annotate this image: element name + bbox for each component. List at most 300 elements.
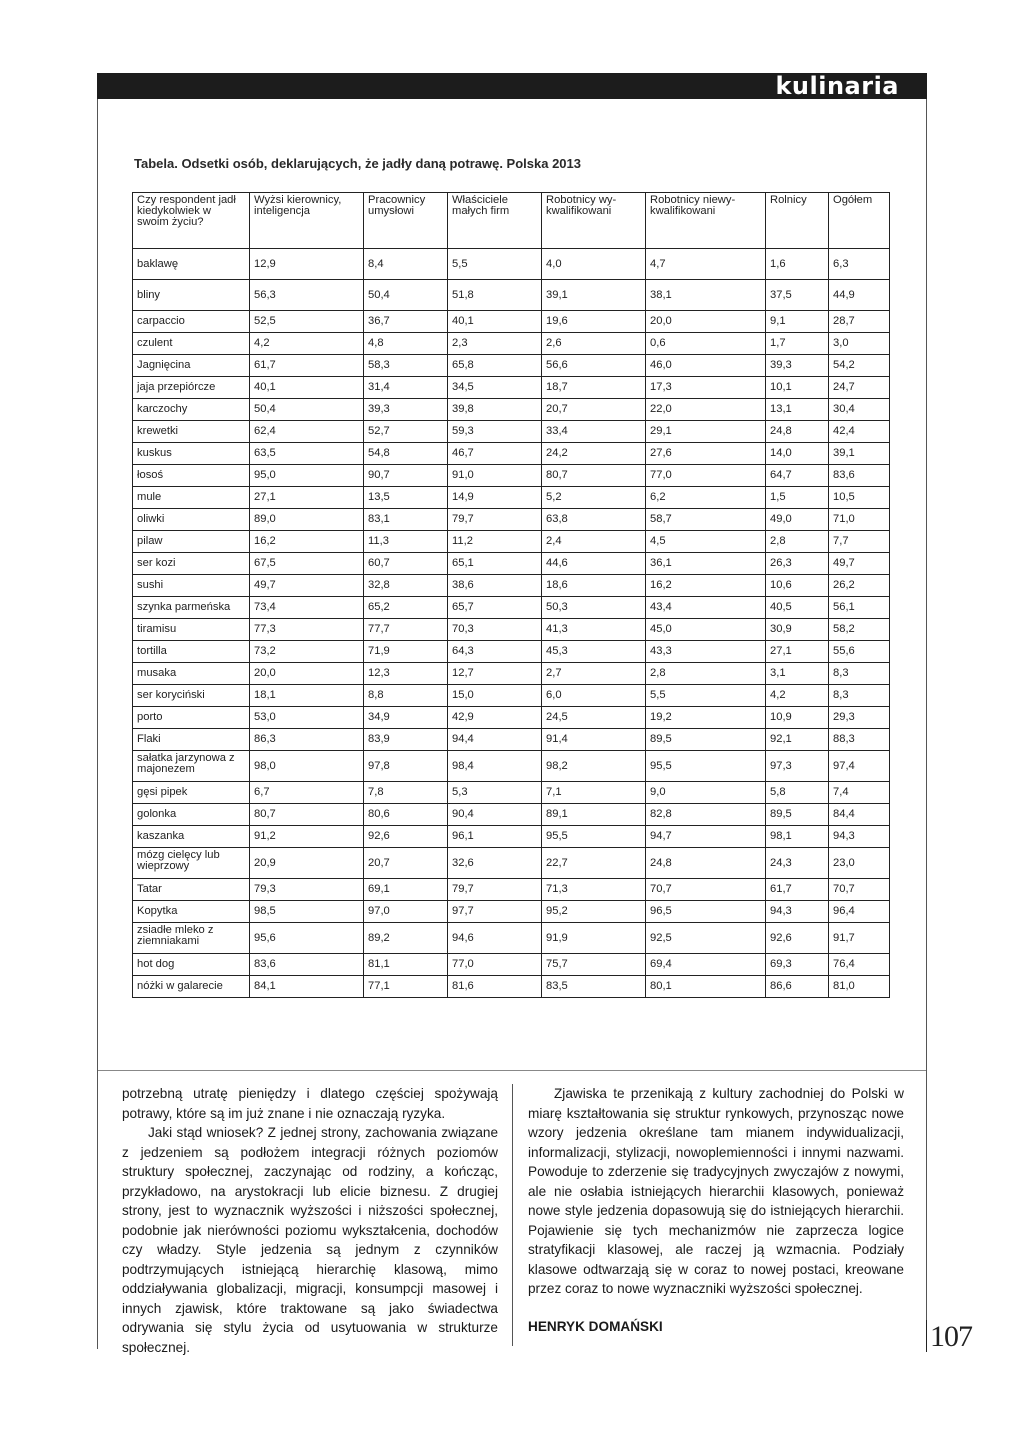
section-title: kulinaria: [775, 72, 899, 100]
percent-cell: 98,4: [448, 751, 542, 782]
percent-cell: 52,7: [364, 421, 448, 443]
percent-cell: 79,7: [448, 879, 542, 901]
percent-cell: 98,5: [250, 901, 364, 923]
percent-cell: 94,7: [646, 826, 766, 848]
percent-cell: 77,3: [250, 619, 364, 641]
percent-cell: 89,2: [364, 923, 448, 954]
percent-cell: 38,1: [646, 280, 766, 311]
percent-cell: 65,8: [448, 355, 542, 377]
table-row: [133, 901, 890, 923]
percent-cell: 90,7: [364, 465, 448, 487]
percent-cell: 55,6: [829, 641, 890, 663]
percent-cell: 34,5: [448, 377, 542, 399]
dish-name-cell: kuskus: [133, 443, 250, 465]
percent-cell: 16,2: [250, 531, 364, 553]
percent-cell: 24,8: [646, 848, 766, 879]
percent-cell: 94,6: [448, 923, 542, 954]
percent-cell: 38,6: [448, 575, 542, 597]
percent-cell: 67,5: [250, 553, 364, 575]
percent-cell: 29,1: [646, 421, 766, 443]
percent-cell: 18,1: [250, 685, 364, 707]
percent-cell: 54,2: [829, 355, 890, 377]
percent-cell: 92,1: [766, 729, 829, 751]
dish-name-cell: hot dog: [133, 954, 250, 976]
percent-cell: 65,2: [364, 597, 448, 619]
dish-name-cell: carpaccio: [133, 311, 250, 333]
percent-cell: 29,3: [829, 707, 890, 729]
table-row: [133, 553, 890, 575]
dish-name-cell: oliwki: [133, 509, 250, 531]
percent-cell: 24,8: [766, 421, 829, 443]
percent-cell: 7,7: [829, 531, 890, 553]
percent-cell: 45,0: [646, 619, 766, 641]
percent-cell: 19,2: [646, 707, 766, 729]
percent-cell: 91,2: [250, 826, 364, 848]
percent-cell: 80,1: [646, 976, 766, 998]
table-row: [133, 377, 890, 399]
percent-cell: 28,7: [829, 311, 890, 333]
percent-cell: 12,9: [250, 249, 364, 280]
article-paragraph: Zjawiska te przenikają z kultury zachodniej do Polski w miarę kształtowania się struktur rynkowych, przynosząc nowe wzory jedzenia określane tam mianem indywidualizacji, informalizacji, stylizacji, nowoplemienności i innymi nazwami. Powoduje to zderzenie się tradycyjnych zwyczajów z nowymi, ale nie osłabia istniejących hierarchii klasowych, ponieważ nowe style jedzenia dopasowują się do istniejących hierarchii. Pojawienie się tych mechanizmów nie zaprzecza logice stratyfikacji klasowej, ale raczej ją wzmacnia. Podziały klasowe odtwarzają się w coraz to nowej postaci, kreowane przez coraz to nowe wyznaczniki wyższości społecznej.: [528, 1086, 904, 1296]
percent-cell: 6,0: [542, 685, 646, 707]
percent-cell: 6,7: [250, 782, 364, 804]
percent-cell: 92,6: [766, 923, 829, 954]
percent-cell: 4,2: [766, 685, 829, 707]
percent-cell: 18,7: [542, 377, 646, 399]
percent-cell: 8,8: [364, 685, 448, 707]
percent-cell: 77,0: [646, 465, 766, 487]
percent-cell: 7,4: [829, 782, 890, 804]
percent-cell: 1,7: [766, 333, 829, 355]
percent-cell: 40,5: [766, 597, 829, 619]
percent-cell: 22,0: [646, 399, 766, 421]
percent-cell: 10,5: [829, 487, 890, 509]
percent-cell: 77,7: [364, 619, 448, 641]
percent-cell: 16,2: [646, 575, 766, 597]
table-row: [133, 531, 890, 553]
percent-cell: 10,9: [766, 707, 829, 729]
percent-cell: 39,3: [364, 399, 448, 421]
percent-cell: 98,2: [542, 751, 646, 782]
dish-name-cell: mule: [133, 487, 250, 509]
percent-cell: 22,7: [542, 848, 646, 879]
percent-cell: 36,1: [646, 553, 766, 575]
percent-cell: 30,9: [766, 619, 829, 641]
percent-cell: 83,6: [250, 954, 364, 976]
percent-cell: 64,7: [766, 465, 829, 487]
percent-cell: 89,5: [646, 729, 766, 751]
percent-cell: 8,3: [829, 685, 890, 707]
percent-cell: 96,1: [448, 826, 542, 848]
percent-cell: 19,6: [542, 311, 646, 333]
percent-cell: 44,9: [829, 280, 890, 311]
percent-cell: 24,2: [542, 443, 646, 465]
percent-cell: 2,8: [766, 531, 829, 553]
percent-cell: 70,3: [448, 619, 542, 641]
percent-cell: 17,3: [646, 377, 766, 399]
percent-cell: 42,9: [448, 707, 542, 729]
table-row: [133, 355, 890, 377]
table-row: [133, 597, 890, 619]
percent-cell: 92,5: [646, 923, 766, 954]
article-column-left: [122, 1084, 498, 1357]
percent-cell: 27,6: [646, 443, 766, 465]
percent-cell: 2,6: [542, 333, 646, 355]
percent-cell: 20,7: [542, 399, 646, 421]
table-row: [133, 826, 890, 848]
percent-cell: 5,2: [542, 487, 646, 509]
percent-cell: 80,6: [364, 804, 448, 826]
percent-cell: 80,7: [250, 804, 364, 826]
column-header-question: Czy respondent jadł kiedykolwiek w swoim życiu?: [133, 193, 250, 249]
percent-cell: 58,3: [364, 355, 448, 377]
percent-cell: 5,5: [646, 685, 766, 707]
percent-cell: 3,1: [766, 663, 829, 685]
percent-cell: 79,7: [448, 509, 542, 531]
percent-cell: 34,9: [364, 707, 448, 729]
percent-cell: 71,3: [542, 879, 646, 901]
percent-cell: 23,0: [829, 848, 890, 879]
table-body: [133, 249, 890, 998]
percent-cell: 6,2: [646, 487, 766, 509]
percent-cell: 95,5: [646, 751, 766, 782]
percent-cell: 81,1: [364, 954, 448, 976]
table-row: [133, 249, 890, 280]
article-paragraph: Jaki stąd wniosek? Z jednej strony, zachowania związane z jedzeniem są podłożem integracji różnych poziomów struktury społecznej, zaczynając od rodziny, a kończąc, przykładowo, na arystokracji lub elicie biznesu. Z drugiej strony, jest to wyznacznik wyższości i niższości społecznej, podobnie jak nierówności poziomu wykształcenia, dochodów czy władzy. Style jedzenia są jednym z czynników podtrzymujących istniejącą hierarchię klasową, mimo oddziaływania globalizacji, migracji, konsumpcji masowej i innych zjawisk, które traktowane są jako świadectwa odrywania się stylu życia od usytuowania w strukturze społecznej.: [122, 1125, 498, 1355]
frame-divider-rule: [98, 1070, 926, 1071]
article-column-right: [528, 1084, 904, 1336]
percent-cell: 50,4: [250, 399, 364, 421]
percent-cell: 39,3: [766, 355, 829, 377]
percent-cell: 20,9: [250, 848, 364, 879]
percent-cell: 73,2: [250, 641, 364, 663]
column-header: Robotnicy wy- kwalifikowani: [542, 193, 646, 249]
percent-cell: 56,1: [829, 597, 890, 619]
percent-cell: 5,8: [766, 782, 829, 804]
percent-cell: 90,4: [448, 804, 542, 826]
table-row: [133, 923, 890, 954]
percent-cell: 69,3: [766, 954, 829, 976]
percent-cell: 7,1: [542, 782, 646, 804]
percent-cell: 12,7: [448, 663, 542, 685]
percent-cell: 75,7: [542, 954, 646, 976]
percent-cell: 98,0: [250, 751, 364, 782]
percent-cell: 20,7: [364, 848, 448, 879]
percent-cell: 91,4: [542, 729, 646, 751]
percent-cell: 4,8: [364, 333, 448, 355]
table-row: [133, 751, 890, 782]
percent-cell: 62,4: [250, 421, 364, 443]
percent-cell: 14,9: [448, 487, 542, 509]
percent-cell: 18,6: [542, 575, 646, 597]
percent-cell: 71,0: [829, 509, 890, 531]
percent-cell: 8,4: [364, 249, 448, 280]
percent-cell: 24,3: [766, 848, 829, 879]
column-header: Ogółem: [829, 193, 890, 249]
frame-right-rule: [926, 99, 927, 1349]
percent-cell: 65,1: [448, 553, 542, 575]
percent-cell: 44,6: [542, 553, 646, 575]
dish-name-cell: Jagnięcina: [133, 355, 250, 377]
percent-cell: 2,7: [542, 663, 646, 685]
percent-cell: 89,0: [250, 509, 364, 531]
dish-name-cell: bliny: [133, 280, 250, 311]
percent-cell: 24,5: [542, 707, 646, 729]
table-row: [133, 619, 890, 641]
percent-cell: 70,7: [829, 879, 890, 901]
dish-name-cell: karczochy: [133, 399, 250, 421]
dish-name-cell: kaszanka: [133, 826, 250, 848]
percent-cell: 60,7: [364, 553, 448, 575]
percent-cell: 94,3: [829, 826, 890, 848]
percent-cell: 96,5: [646, 901, 766, 923]
percent-cell: 36,7: [364, 311, 448, 333]
dish-name-cell: nóżki w galarecie: [133, 976, 250, 998]
percent-cell: 12,3: [364, 663, 448, 685]
percent-cell: 97,4: [829, 751, 890, 782]
percent-cell: 41,3: [542, 619, 646, 641]
percent-cell: 37,5: [766, 280, 829, 311]
percent-cell: 73,4: [250, 597, 364, 619]
table-row: [133, 509, 890, 531]
dish-name-cell: gęsi pipek: [133, 782, 250, 804]
dish-name-cell: golonka: [133, 804, 250, 826]
percent-cell: 1,6: [766, 249, 829, 280]
percent-cell: 2,3: [448, 333, 542, 355]
percent-cell: 50,4: [364, 280, 448, 311]
percent-cell: 81,0: [829, 976, 890, 998]
percent-cell: 11,2: [448, 531, 542, 553]
section-header-bar: [97, 73, 927, 99]
column-header: Pracownicy umysłowi: [364, 193, 448, 249]
column-divider: [512, 1084, 513, 1346]
dish-name-cell: krewetki: [133, 421, 250, 443]
percent-cell: 45,3: [542, 641, 646, 663]
percent-cell: 53,0: [250, 707, 364, 729]
percent-cell: 95,6: [250, 923, 364, 954]
percent-cell: 54,8: [364, 443, 448, 465]
percent-cell: 1,5: [766, 487, 829, 509]
percent-cell: 11,3: [364, 531, 448, 553]
percent-cell: 56,6: [542, 355, 646, 377]
percent-cell: 5,5: [448, 249, 542, 280]
percent-cell: 7,8: [364, 782, 448, 804]
table-row: [133, 976, 890, 998]
column-header: Właściciele małych firm: [448, 193, 542, 249]
percent-cell: 94,3: [766, 901, 829, 923]
dish-name-cell: porto: [133, 707, 250, 729]
table-row: [133, 399, 890, 421]
table-row: [133, 280, 890, 311]
dish-name-cell: zsiadłe mleko z ziemniakami: [133, 923, 250, 954]
percent-cell: 97,8: [364, 751, 448, 782]
percent-cell: 58,2: [829, 619, 890, 641]
dish-name-cell: mózg cielęcy lub wieprzowy: [133, 848, 250, 879]
percent-cell: 15,0: [448, 685, 542, 707]
percent-cell: 2,8: [646, 663, 766, 685]
percent-cell: 94,4: [448, 729, 542, 751]
dish-name-cell: łosoś: [133, 465, 250, 487]
percent-cell: 98,1: [766, 826, 829, 848]
percent-cell: 20,0: [646, 311, 766, 333]
percent-cell: 77,1: [364, 976, 448, 998]
dish-name-cell: baklawę: [133, 249, 250, 280]
percent-cell: 84,1: [250, 976, 364, 998]
article-author: HENRYK DOMAŃSKI: [528, 1318, 663, 1334]
percent-cell: 97,3: [766, 751, 829, 782]
percent-cell: 70,7: [646, 879, 766, 901]
percent-cell: 26,3: [766, 553, 829, 575]
percent-cell: 6,3: [829, 249, 890, 280]
percent-cell: 88,3: [829, 729, 890, 751]
percent-cell: 69,4: [646, 954, 766, 976]
table-row: [133, 663, 890, 685]
table-row: [133, 685, 890, 707]
table-row: [133, 641, 890, 663]
percent-cell: 84,4: [829, 804, 890, 826]
percent-cell: 95,5: [542, 826, 646, 848]
percent-cell: 89,5: [766, 804, 829, 826]
percent-cell: 59,3: [448, 421, 542, 443]
article-paragraph: potrzebną utratę pieniędzy i dlatego częściej spożywają potrawy, które są im już znane i nie oznaczają ryzyka.: [122, 1086, 498, 1121]
percent-cell: 83,5: [542, 976, 646, 998]
percent-cell: 31,4: [364, 377, 448, 399]
table-title: Tabela. Odsetki osób, deklarujących, że jadły daną potrawę. Polska 2013: [134, 156, 581, 171]
percent-cell: 26,2: [829, 575, 890, 597]
percent-cell: 10,6: [766, 575, 829, 597]
percent-cell: 91,7: [829, 923, 890, 954]
percent-cell: 81,6: [448, 976, 542, 998]
percent-cell: 33,4: [542, 421, 646, 443]
percent-cell: 97,0: [364, 901, 448, 923]
percent-cell: 46,0: [646, 355, 766, 377]
percent-cell: 43,3: [646, 641, 766, 663]
percent-cell: 3,0: [829, 333, 890, 355]
dish-name-cell: ser koryciński: [133, 685, 250, 707]
dish-name-cell: szynka parmeńska: [133, 597, 250, 619]
percent-cell: 56,3: [250, 280, 364, 311]
percent-cell: 49,7: [829, 553, 890, 575]
percent-cell: 76,4: [829, 954, 890, 976]
percent-cell: 71,9: [364, 641, 448, 663]
percent-cell: 61,7: [250, 355, 364, 377]
percent-cell: 30,4: [829, 399, 890, 421]
dish-name-cell: czulent: [133, 333, 250, 355]
percent-cell: 2,4: [542, 531, 646, 553]
percent-cell: 40,1: [448, 311, 542, 333]
percent-cell: 40,1: [250, 377, 364, 399]
percent-cell: 64,3: [448, 641, 542, 663]
table-row: [133, 954, 890, 976]
dish-name-cell: ser kozi: [133, 553, 250, 575]
percent-cell: 58,7: [646, 509, 766, 531]
percent-cell: 83,9: [364, 729, 448, 751]
percent-cell: 5,3: [448, 782, 542, 804]
table-row: [133, 465, 890, 487]
percent-cell: 82,8: [646, 804, 766, 826]
percent-cell: 63,8: [542, 509, 646, 531]
percent-cell: 27,1: [766, 641, 829, 663]
table-row: [133, 443, 890, 465]
percent-cell: 24,7: [829, 377, 890, 399]
table-row: [133, 804, 890, 826]
percent-cell: 4,5: [646, 531, 766, 553]
percent-cell: 50,3: [542, 597, 646, 619]
percent-cell: 9,1: [766, 311, 829, 333]
percent-cell: 83,6: [829, 465, 890, 487]
table-row: [133, 848, 890, 879]
percent-cell: 39,1: [829, 443, 890, 465]
dish-name-cell: pilaw: [133, 531, 250, 553]
dish-name-cell: jaja przepiórcze: [133, 377, 250, 399]
dish-name-cell: tiramisu: [133, 619, 250, 641]
percent-cell: 4,7: [646, 249, 766, 280]
dish-name-cell: musaka: [133, 663, 250, 685]
percent-cell: 9,0: [646, 782, 766, 804]
table-row: [133, 487, 890, 509]
percent-cell: 91,9: [542, 923, 646, 954]
percent-cell: 32,8: [364, 575, 448, 597]
percent-cell: 0,6: [646, 333, 766, 355]
dish-name-cell: Tatar: [133, 879, 250, 901]
dish-name-cell: sałatka jarzynowa z majonezem: [133, 751, 250, 782]
percent-cell: 8,3: [829, 663, 890, 685]
percent-cell: 86,6: [766, 976, 829, 998]
dish-name-cell: Flaki: [133, 729, 250, 751]
food-survey-table: [132, 192, 890, 998]
percent-cell: 14,0: [766, 443, 829, 465]
table-row: [133, 311, 890, 333]
percent-cell: 10,1: [766, 377, 829, 399]
table-row: [133, 421, 890, 443]
table-row: [133, 333, 890, 355]
table-row: [133, 729, 890, 751]
table-row: [133, 707, 890, 729]
percent-cell: 86,3: [250, 729, 364, 751]
percent-cell: 4,2: [250, 333, 364, 355]
percent-cell: 46,7: [448, 443, 542, 465]
dish-name-cell: sushi: [133, 575, 250, 597]
table-header-row: [133, 193, 890, 249]
page-number-rule: [926, 1320, 927, 1352]
percent-cell: 43,4: [646, 597, 766, 619]
percent-cell: 20,0: [250, 663, 364, 685]
table-row: [133, 575, 890, 597]
dish-name-cell: tortilla: [133, 641, 250, 663]
percent-cell: 51,8: [448, 280, 542, 311]
percent-cell: 95,2: [542, 901, 646, 923]
percent-cell: 39,1: [542, 280, 646, 311]
percent-cell: 77,0: [448, 954, 542, 976]
percent-cell: 65,7: [448, 597, 542, 619]
percent-cell: 83,1: [364, 509, 448, 531]
column-header: Rolnicy: [766, 193, 829, 249]
dish-name-cell: Kopytka: [133, 901, 250, 923]
frame-left-rule: [97, 99, 98, 1349]
percent-cell: 97,7: [448, 901, 542, 923]
percent-cell: 91,0: [448, 465, 542, 487]
percent-cell: 49,7: [250, 575, 364, 597]
column-header: Wyżsi kierownicy, inteligencja: [250, 193, 364, 249]
percent-cell: 61,7: [766, 879, 829, 901]
column-header: Robotnicy niewy- kwalifikowani: [646, 193, 766, 249]
percent-cell: 52,5: [250, 311, 364, 333]
percent-cell: 89,1: [542, 804, 646, 826]
percent-cell: 80,7: [542, 465, 646, 487]
percent-cell: 42,4: [829, 421, 890, 443]
percent-cell: 79,3: [250, 879, 364, 901]
percent-cell: 96,4: [829, 901, 890, 923]
